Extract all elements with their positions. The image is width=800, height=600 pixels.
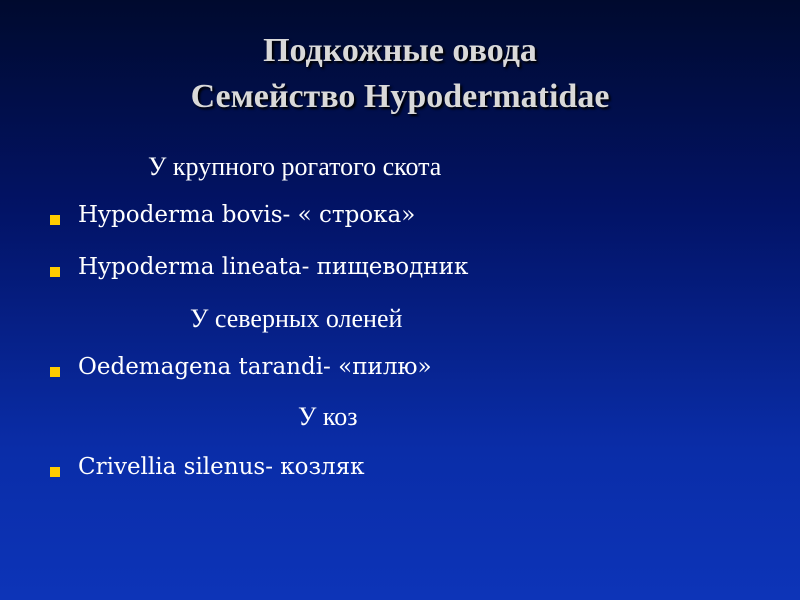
list-item-crivellia-silenus: Crivellia silenus- козляк xyxy=(78,454,365,480)
title-line-1: Подкожные овода xyxy=(263,32,537,69)
slide-title xyxy=(0,28,800,120)
title-line-2: Семейство Hypodermatidae xyxy=(190,78,610,115)
list-item-hypoderma-lineata: Hypoderma lineata- пищеводник xyxy=(78,254,469,280)
group-heading-reindeer: У северных оленей xyxy=(190,304,403,333)
group-heading-goats: У коз xyxy=(298,402,358,431)
bullet-marker xyxy=(50,367,60,377)
bullet-marker xyxy=(50,467,60,477)
bullet-marker xyxy=(50,215,60,225)
list-item-oedemagena-tarandi: Oedemagena tarandi- «пилю» xyxy=(78,354,432,380)
list-item-hypoderma-bovis: Hypoderma bovis- « строка» xyxy=(78,202,416,228)
group-heading-cattle: У крупного рогатого скота xyxy=(148,152,442,181)
bullet-marker xyxy=(50,267,60,277)
